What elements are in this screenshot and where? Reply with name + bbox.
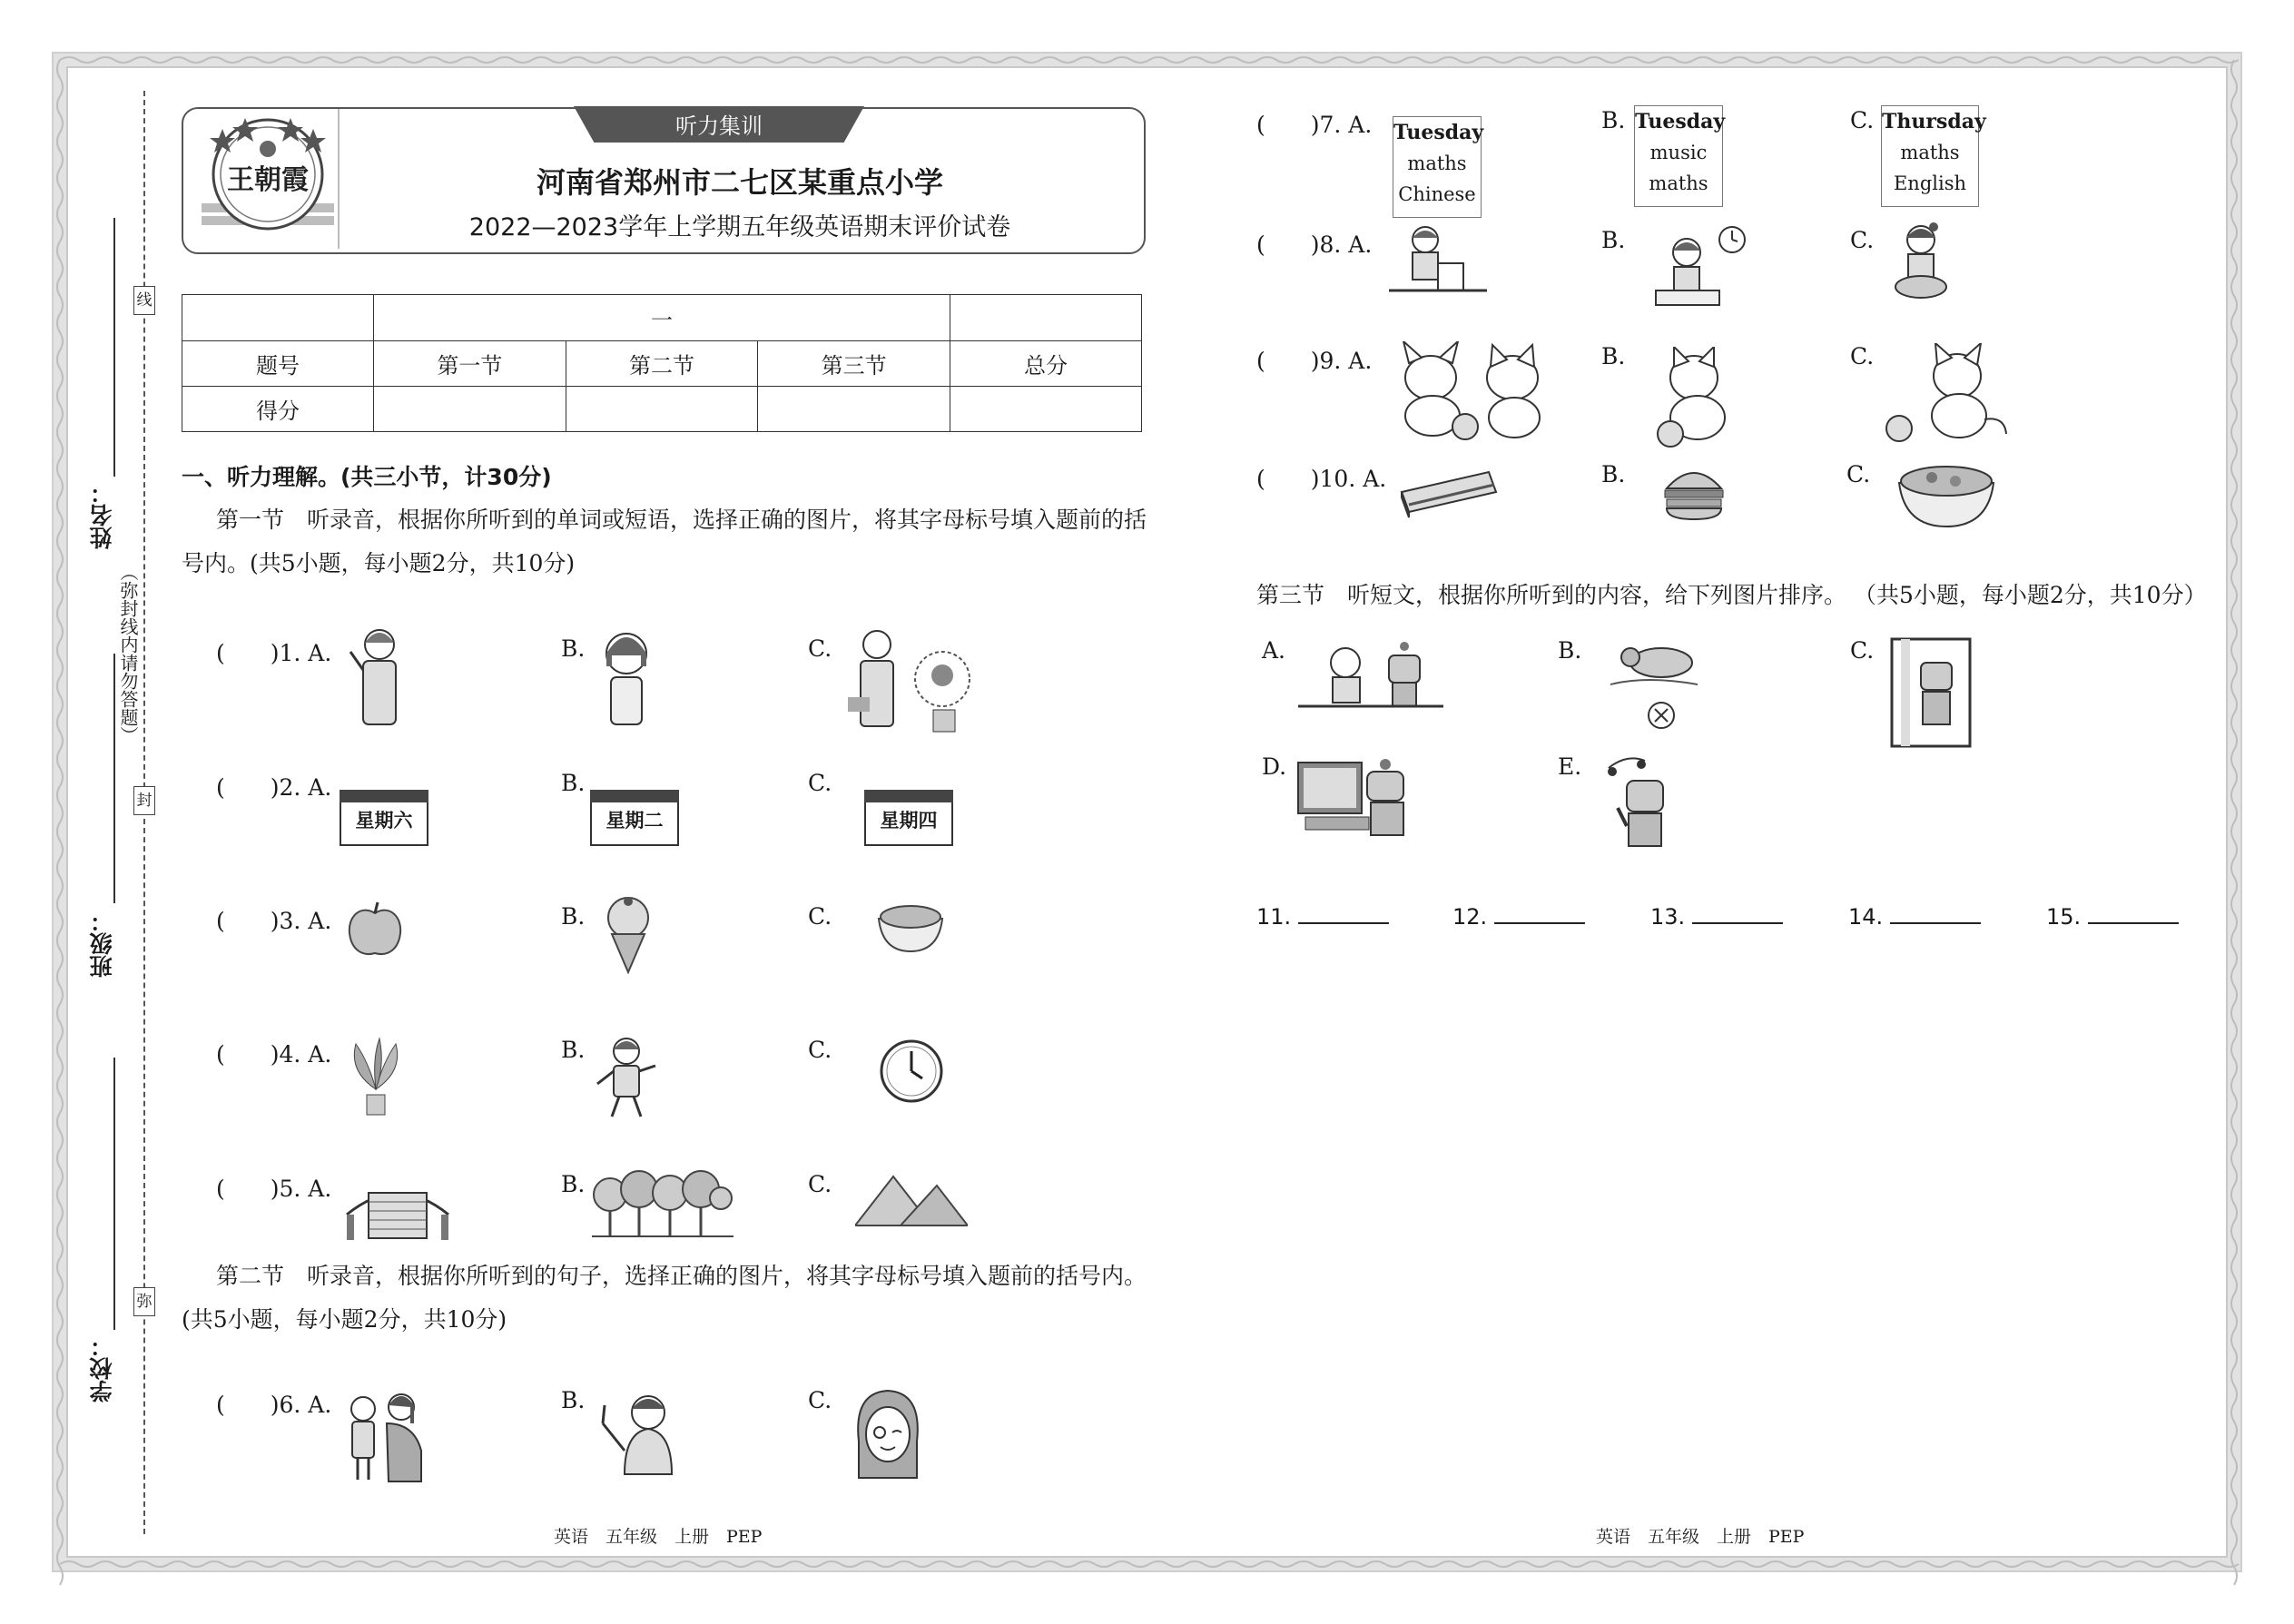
score-cell[interactable]: [566, 387, 758, 432]
card-subject: music: [1649, 142, 1708, 163]
footer-right: 英语 五年级 上册 PEP: [1596, 1527, 1805, 1547]
score-cell[interactable]: [758, 387, 950, 432]
q9-option-a-dog-cat-image: [1385, 341, 1558, 441]
score-table-row-label: 题号: [182, 341, 374, 387]
q3-option-c-salad-image: [875, 899, 946, 955]
card-day: Tuesday: [1635, 110, 1726, 133]
q8-option-b-boy-clock-image: [1643, 221, 1748, 309]
answer-12: [1452, 899, 1585, 930]
answer-number: 14.: [1848, 904, 1884, 930]
q8-option-c-girl-washing-image: [1888, 221, 1952, 303]
score-table: [182, 294, 1142, 432]
q7-option-b-label: B.: [1601, 107, 1626, 133]
question-5-label: ( )5. A.: [216, 1176, 332, 1202]
q8-option-b-label: B.: [1601, 227, 1626, 253]
calendar-day: 星期六: [355, 810, 413, 832]
answer-blank[interactable]: [1298, 899, 1389, 924]
question-2-label: ( )2. A.: [216, 774, 332, 801]
answer-14: [1848, 899, 1981, 930]
part3-e-robot-singing-image: [1600, 750, 1690, 850]
q3-option-a-apple-image: [343, 897, 407, 960]
q8-option-c-label: C.: [1850, 227, 1875, 253]
q7-option-c-label: C.: [1850, 107, 1875, 133]
card-subject: maths: [1649, 172, 1708, 194]
score-table-group-header: 一: [374, 295, 950, 341]
banner-label: 听力集训: [675, 113, 763, 139]
q9-option-b-cat-ball-image: [1654, 347, 1734, 448]
school-title: 河南省郑州市二七区某重点小学: [536, 165, 943, 200]
answer-11: [1256, 899, 1389, 930]
q4-option-a-plant-image: [349, 1035, 403, 1118]
q6-option-b-label: B.: [561, 1387, 586, 1413]
q7-option-b-timetable-card: [1634, 105, 1726, 207]
seal-xian: 线: [133, 286, 155, 315]
q4-option-b-boy-image: [592, 1035, 661, 1120]
q1-option-c-teacher-image: [842, 625, 979, 735]
q4-option-b-label: B.: [561, 1037, 586, 1063]
q5-option-a-bridge-image: [341, 1169, 454, 1242]
q10-option-b-label: B.: [1601, 461, 1626, 487]
q5-option-b-trees-image: [592, 1167, 733, 1240]
answer-blank[interactable]: [1692, 899, 1783, 924]
question-10-label: ( )10. A.: [1256, 466, 1387, 492]
q6-option-a-mother-child-image: [338, 1389, 432, 1487]
name-line: [113, 218, 115, 477]
school-line: [113, 1058, 115, 1330]
q3-option-b-ice-cream-image: [599, 894, 657, 974]
q2-option-b-label: B.: [561, 770, 586, 796]
q6-option-c-label: C.: [808, 1387, 832, 1413]
part1-instruction-line2: 号内。(共5小题，每小题2分，共10分): [182, 550, 576, 576]
part2-instruction-line1: 第二节 听录音，根据你所听到的句子，选择正确的图片，将其字母标号填入题前的括号内。: [216, 1263, 1147, 1289]
calendar-day: 星期四: [880, 810, 938, 832]
section-title: 一、听力理解。(共三小节，计30分): [182, 464, 552, 490]
answer-number: 12.: [1452, 904, 1488, 930]
card-subject: maths: [1407, 153, 1467, 174]
q1-option-b-girl-image: [595, 626, 658, 733]
q7-option-a-timetable-card: [1393, 116, 1482, 218]
part3-a-boy-robot-desk-image: [1298, 632, 1443, 721]
card-subject: English: [1893, 172, 1967, 194]
part3-d-robot-computer-image: [1296, 753, 1414, 841]
score-table-row-label: 得分: [182, 387, 374, 432]
name-label: 姓名：: [89, 481, 115, 549]
publisher-logo: [200, 113, 336, 247]
question-6-label: ( )6. A.: [216, 1392, 332, 1418]
score-table-col-3: 第三节: [758, 341, 950, 387]
q4-option-c-label: C.: [808, 1037, 832, 1063]
answer-13: [1650, 899, 1783, 930]
card-subject: maths: [1900, 142, 1960, 163]
q2-option-b-calendar: [590, 777, 677, 844]
answer-15: [2046, 899, 2179, 930]
question-3-label: ( )3. A.: [216, 908, 332, 934]
part3-option-c-label: C.: [1850, 637, 1875, 664]
question-7-label: ( )7. A.: [1256, 112, 1373, 138]
q10-option-c-noodles-image: [1895, 459, 1997, 530]
q7-option-c-timetable-card: [1881, 105, 1986, 207]
school-label: 学校：: [89, 1334, 115, 1403]
question-4-label: ( )4. A.: [216, 1041, 332, 1068]
exam-title: 2022—2023学年上学期五年级英语期末评价试卷: [468, 213, 1011, 241]
logo-text: 王朝霞: [227, 164, 309, 196]
q6-option-b-man-pointing-image: [594, 1387, 686, 1478]
q3-option-c-label: C.: [808, 903, 832, 930]
q2-option-a-calendar: [340, 777, 427, 844]
question-1-label: ( )1. A.: [216, 640, 332, 666]
q9-option-b-label: B.: [1601, 343, 1626, 369]
class-line: [113, 654, 115, 903]
q8-option-a-boy-drawing-image: [1389, 223, 1487, 298]
q5-option-c-label: C.: [808, 1171, 832, 1197]
calendar-day: 星期二: [605, 810, 664, 832]
part3-option-d-label: D.: [1262, 753, 1287, 780]
q10-option-a-sandwich-image: [1398, 465, 1498, 521]
question-9-label: ( )9. A.: [1256, 348, 1373, 374]
score-cell[interactable]: [374, 387, 566, 432]
q6-option-c-woman-wink-image: [850, 1387, 926, 1485]
card-subject: Chinese: [1398, 183, 1476, 205]
seal-mi: 弥: [133, 1287, 155, 1316]
q9-option-c-label: C.: [1850, 343, 1875, 369]
part3-option-a-label: A.: [1262, 637, 1286, 664]
score-table-empty-cell: [950, 295, 1142, 341]
part3-instruction: 第三节 听短文，根据你所听到的内容，给下列图片排序。 （共5小题，每小题2分，共10分）: [1256, 582, 2207, 608]
answer-blank[interactable]: [1890, 899, 1981, 924]
part3-b-robot-lying-image: [1601, 632, 1719, 732]
q1-option-c-label: C.: [808, 635, 832, 662]
q3-option-b-label: B.: [561, 903, 586, 930]
answer-blank[interactable]: [1494, 899, 1585, 924]
q2-option-c-label: C.: [808, 770, 832, 796]
seal-feng: 封: [133, 786, 155, 815]
q4-option-c-clock-image: [879, 1038, 944, 1104]
part2-instruction-line2: (共5小题，每小题2分，共10分): [182, 1306, 507, 1333]
part3-c-robot-window-image: [1888, 635, 1974, 750]
answer-number: 15.: [2046, 904, 2082, 930]
q2-option-c-calendar: [864, 777, 951, 844]
class-label: 班级：: [89, 910, 115, 978]
score-table-empty-cell: [182, 295, 374, 341]
q5-option-c-mountains-image: [855, 1171, 968, 1227]
part3-option-b-label: B.: [1558, 637, 1582, 664]
score-table-col-total: 总分: [950, 341, 1142, 387]
answer-number: 13.: [1650, 904, 1686, 930]
part1-instruction-line1: 第一节 听录音，根据你所听到的单词或短语，选择正确的图片，将其字母标号填入题前的括: [216, 507, 1147, 533]
answer-blank[interactable]: [2088, 899, 2179, 924]
score-table-col-1: 第一节: [374, 341, 566, 387]
q1-option-b-label: B.: [561, 635, 586, 662]
q1-option-a-woman-image: [345, 625, 409, 733]
part3-option-e-label: E.: [1558, 753, 1582, 780]
score-cell[interactable]: [950, 387, 1142, 432]
question-8-label: ( )8. A.: [1256, 231, 1373, 258]
score-table-col-2: 第二节: [566, 341, 758, 387]
card-day: Thursday: [1882, 110, 1986, 133]
q10-option-c-label: C.: [1846, 461, 1871, 487]
footer-left: 英语 五年级 上册 PEP: [554, 1527, 763, 1547]
q10-option-b-hamburger-image: [1661, 463, 1727, 523]
q5-option-b-label: B.: [561, 1171, 586, 1197]
answer-number: 11.: [1256, 904, 1292, 930]
card-day: Tuesday: [1393, 121, 1484, 144]
q9-option-c-dog-ball-image: [1883, 343, 2010, 445]
binding-note: （弥封线内请勿答题）: [117, 563, 139, 744]
